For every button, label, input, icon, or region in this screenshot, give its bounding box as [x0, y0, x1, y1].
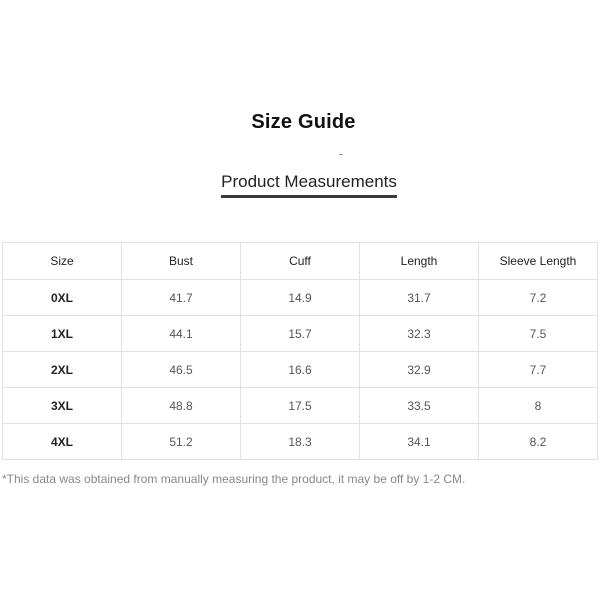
table-row — [3, 280, 598, 316]
divider-mark — [339, 154, 343, 155]
sleeve-length-cell: 7.7 — [479, 352, 598, 388]
length-cell: 31.7 — [360, 280, 479, 316]
length-cell: 34.1 — [360, 424, 479, 460]
cuff-cell: 16.6 — [241, 352, 360, 388]
subtitle-container — [0, 172, 600, 198]
cuff-cell: 18.3 — [241, 424, 360, 460]
sleeve-length-cell: 7.2 — [479, 280, 598, 316]
bust-cell: 44.1 — [122, 316, 241, 352]
header-size: Size — [3, 243, 122, 280]
size-table — [2, 242, 598, 460]
table-row — [3, 352, 598, 388]
page-title: Size Guide — [251, 111, 356, 133]
bust-cell: 46.5 — [122, 352, 241, 388]
header-sleeve-length: Sleeve Length — [479, 243, 598, 280]
section-subtitle: Product Measurements — [221, 172, 397, 198]
header-bust: Bust — [122, 243, 241, 280]
bust-cell: 48.8 — [122, 388, 241, 424]
cuff-cell: 15.7 — [241, 316, 360, 352]
cuff-cell: 17.5 — [241, 388, 360, 424]
sleeve-length-cell: 7.5 — [479, 316, 598, 352]
size-cell: 4XL — [3, 424, 122, 460]
table-row — [3, 316, 598, 352]
sleeve-length-cell: 8 — [479, 388, 598, 424]
size-cell: 2XL — [3, 352, 122, 388]
cuff-cell: 14.9 — [241, 280, 360, 316]
header-cuff: Cuff — [241, 243, 360, 280]
table-row — [3, 388, 598, 424]
length-cell: 32.9 — [360, 352, 479, 388]
size-cell: 1XL — [3, 316, 122, 352]
measurement-note: *This data was obtained from manually measuring the product, it may be off by 1-2 CM. — [2, 472, 466, 486]
sleeve-length-cell: 8.2 — [479, 424, 598, 460]
bust-cell: 41.7 — [122, 280, 241, 316]
table-row — [3, 424, 598, 460]
length-cell: 32.3 — [360, 316, 479, 352]
length-cell: 33.5 — [360, 388, 479, 424]
size-cell: 3XL — [3, 388, 122, 424]
size-cell: 0XL — [3, 280, 122, 316]
header-length: Length — [360, 243, 479, 280]
table-header-row — [3, 243, 598, 280]
bust-cell: 51.2 — [122, 424, 241, 460]
